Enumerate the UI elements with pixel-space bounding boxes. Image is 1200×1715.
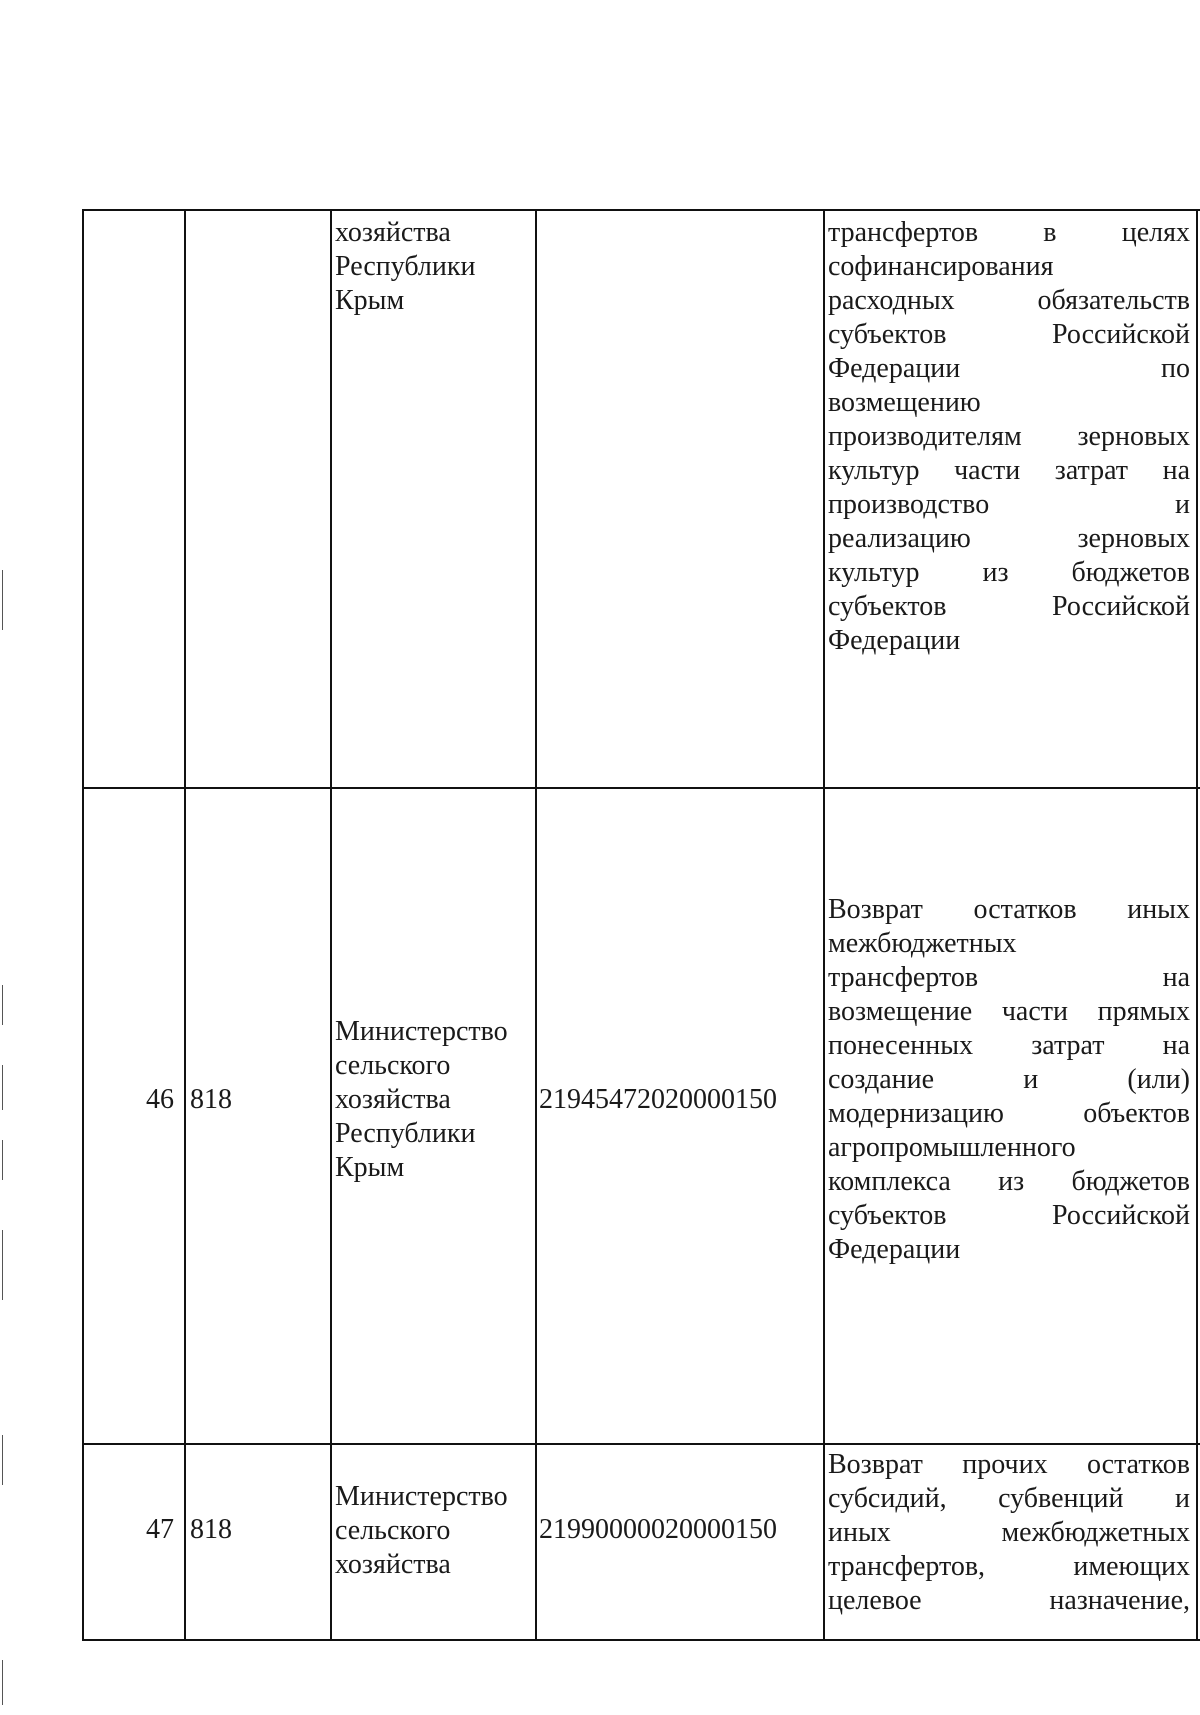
description-line [828,284,1190,318]
admin-line: Республики [335,251,476,282]
description-word: прочих [962,1449,1048,1480]
admin-line: Республики [335,1118,476,1149]
description-line [828,1233,1190,1267]
description-word: на [1162,962,1190,993]
description-word: в [1043,217,1057,248]
description-line [828,454,1190,488]
table-rule [82,1639,1200,1641]
description-line [828,352,1190,386]
description-word: культур [828,455,920,486]
description-line [828,624,1190,658]
description-word: Российской [1052,1200,1190,1231]
scan-mark [2,570,3,630]
admin-name-cell [335,216,475,318]
description-cell [828,1448,1190,1618]
description-line [828,995,1190,1029]
chapter-code: 818 [190,1084,232,1115]
description-word: затрат [1031,1030,1105,1061]
description-word: целях [1121,217,1190,248]
description-line [828,893,1190,927]
table-rule [82,1443,1200,1445]
description-word: межбюджетных [1001,1517,1190,1548]
admin-line: Крым [335,285,405,316]
description-word: зерновых [1077,523,1190,554]
description-word: из [998,1166,1025,1197]
description-word: Федерации [828,353,961,384]
description-word: и [1023,1064,1039,1095]
table-rule [330,209,332,1641]
row-number: 47 [146,1514,174,1545]
description-line [828,250,1190,284]
description-word: назначение, [1049,1585,1190,1616]
description-word: Российской [1052,319,1190,350]
description-word: зерновых [1077,421,1190,452]
description-word: на [1162,1030,1190,1061]
description-word: производство [828,489,990,520]
description-word: культур [828,557,920,588]
description-word: обязательств [1037,285,1190,316]
scan-mark [2,1230,3,1300]
description-cell [828,216,1190,658]
admin-line: Министерство [335,1016,508,1047]
description-word: модернизацию [828,1098,1004,1129]
admin-line: Министерство [335,1481,508,1512]
row-number: 46 [146,1084,174,1115]
description-line [828,488,1190,522]
description-word: трансфертов [828,962,979,993]
scan-mark [2,985,3,1025]
description-word: Федерации [828,1234,961,1265]
description-word: иных [828,1517,891,1548]
description-word: части [1001,996,1068,1027]
kbk-code: 21990000020000150 [539,1514,777,1545]
description-line [828,1482,1190,1516]
description-line [828,1448,1190,1482]
description-word: возмещение [828,996,973,1027]
description-word: комплекса [828,1166,951,1197]
description-line [828,590,1190,624]
description-word: субъектов [828,1200,947,1231]
admin-name-cell [335,1015,508,1185]
description-line [828,1516,1190,1550]
table-rule [1196,209,1198,1641]
description-word: Российской [1052,591,1190,622]
description-line [828,927,1190,961]
description-word: и [1175,1483,1190,1514]
admin-line: хозяйства [335,1084,451,1115]
chapter-code: 818 [190,1514,232,1545]
description-word: иных [1127,894,1190,925]
description-word: целевое [828,1585,922,1616]
admin-line: хозяйства [335,217,451,248]
description-word: субъектов [828,591,947,622]
description-word: по [1161,353,1190,384]
admin-line: хозяйства [335,1549,451,1580]
description-word: на [1162,455,1190,486]
description-word: Федерации [828,625,961,656]
description-line [828,216,1190,250]
description-word: возмещению [828,387,981,418]
description-line [828,318,1190,352]
description-word: создание [828,1064,935,1095]
description-word: остатков [1086,1449,1190,1480]
description-word: из [982,557,1009,588]
description-word: субъектов [828,319,947,350]
description-word: субсидий, [828,1483,947,1514]
table-rule [535,209,537,1641]
table-rule [82,787,1200,789]
kbk-code: 21945472020000150 [539,1084,777,1115]
description-word: объектов [1083,1098,1190,1129]
description-line [828,961,1190,995]
scan-mark [2,1065,3,1110]
description-line [828,1029,1190,1063]
scan-mark [2,1435,3,1485]
description-word: Возврат [828,894,923,925]
description-line [828,1131,1190,1165]
description-word: межбюджетных [828,928,1017,959]
table-rule [184,209,186,1641]
description-word: (или) [1127,1064,1190,1095]
description-line [828,1097,1190,1131]
description-word: расходных [828,285,955,316]
description-word: бюджетов [1071,1166,1190,1197]
description-word: трансфертов, [828,1551,986,1582]
description-word: затрат [1054,455,1129,486]
description-line [828,1199,1190,1233]
description-word: прямых [1097,996,1190,1027]
description-word: трансфертов [828,217,979,248]
description-word: части [954,455,1021,486]
scan-mark [2,1660,3,1705]
description-word: бюджетов [1071,557,1190,588]
description-line [828,522,1190,556]
table-rule [82,209,1200,211]
description-line [828,1165,1190,1199]
description-word: понесенных [828,1030,974,1061]
description-cell [828,893,1190,1267]
description-line [828,1063,1190,1097]
scan-mark [2,1140,3,1180]
table-rule [82,209,84,1641]
description-line [828,1584,1190,1618]
admin-line: сельского [335,1515,451,1546]
admin-line: сельского [335,1050,451,1081]
description-line [828,556,1190,590]
description-line [828,420,1190,454]
description-word: и [1175,489,1190,520]
description-word: субвенций [998,1483,1124,1514]
description-word: имеющих [1073,1551,1190,1582]
description-line [828,386,1190,420]
table-rule [823,209,825,1641]
description-word: производителям [828,421,1022,452]
admin-line: Крым [335,1152,405,1183]
description-word: остатков [973,894,1077,925]
description-word: Возврат [828,1449,923,1480]
description-word: агропромышленного [828,1132,1076,1163]
description-word: софинансирования [828,251,1054,282]
description-line [828,1550,1190,1584]
description-word: реализацию [828,523,971,554]
admin-name-cell [335,1480,508,1582]
